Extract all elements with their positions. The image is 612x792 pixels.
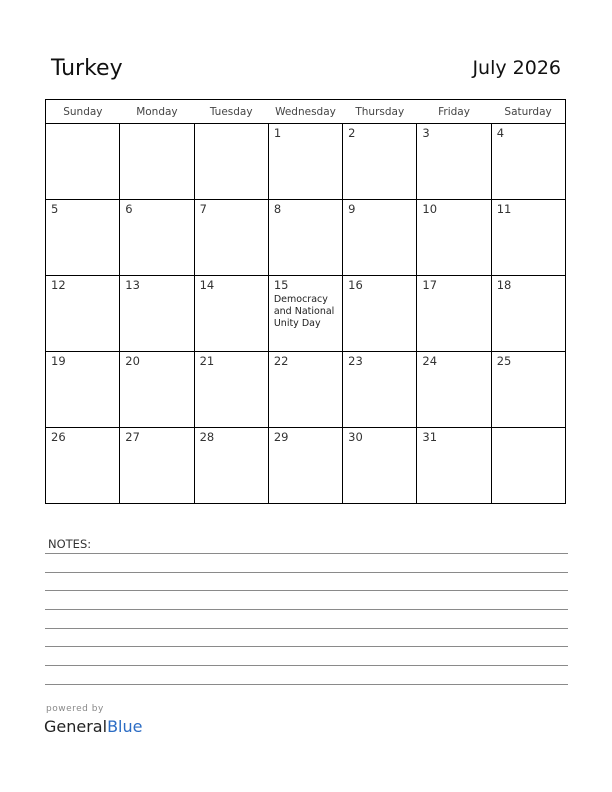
- day-cell: [491, 276, 565, 352]
- day-cell: [417, 200, 491, 276]
- generalblue-logo[interactable]: [44, 717, 142, 736]
- day-cell: [417, 428, 491, 504]
- weekday-header: Friday: [417, 100, 491, 124]
- day-cell: [120, 200, 194, 276]
- day-cell: [120, 276, 194, 352]
- week-row: [46, 428, 566, 504]
- note-line: [45, 665, 568, 666]
- brand-blue: Blue: [107, 717, 143, 736]
- day-number: 22: [273, 354, 289, 368]
- empty-day-cell: [491, 428, 565, 504]
- day-number: 5: [51, 202, 59, 216]
- notes-label: NOTES:: [48, 537, 92, 551]
- day-number: 30: [348, 430, 363, 444]
- weekday-header: Sunday: [46, 100, 120, 124]
- day-number: 3: [422, 126, 430, 140]
- week-row: [46, 124, 566, 200]
- day-cell: [46, 276, 120, 352]
- day-cell: [268, 124, 342, 200]
- day-number: 26: [51, 430, 66, 444]
- day-cell: [120, 428, 194, 504]
- day-number: 8: [273, 202, 282, 216]
- holiday-label: Democracy and National Unity Day: [273, 294, 335, 329]
- day-number: 19: [51, 354, 66, 368]
- day-number: 21: [199, 354, 215, 368]
- day-cell: [491, 352, 565, 428]
- day-cell: [268, 276, 342, 352]
- empty-day-cell: [194, 124, 268, 200]
- note-line: [45, 646, 568, 647]
- day-cell: [194, 428, 268, 504]
- day-cell: [343, 276, 417, 352]
- day-cell: [343, 200, 417, 276]
- day-number: 18: [496, 278, 512, 292]
- weekday-header-row: [46, 100, 566, 124]
- day-cell: [268, 200, 342, 276]
- day-cell: [491, 200, 565, 276]
- day-cell: [194, 352, 268, 428]
- day-number: 25: [496, 354, 512, 368]
- powered-by-text: powered by: [46, 704, 104, 714]
- note-line: [45, 590, 568, 591]
- day-number: 9: [348, 202, 356, 216]
- day-cell: [417, 352, 491, 428]
- day-cell: [46, 428, 120, 504]
- day-cell: [46, 352, 120, 428]
- weekday-header: Monday: [120, 100, 194, 124]
- weekday-header: Thursday: [343, 100, 417, 124]
- day-number: 2: [348, 126, 356, 140]
- day-cell: [491, 124, 565, 200]
- month-title: July 2026: [472, 57, 561, 79]
- day-cell: [417, 276, 491, 352]
- calendar-grid: [45, 99, 566, 504]
- day-number: 1: [273, 126, 282, 140]
- week-row: [46, 276, 566, 352]
- day-number: 7: [199, 202, 207, 216]
- day-number: 31: [422, 430, 438, 444]
- day-cell: [120, 352, 194, 428]
- day-cell: [417, 124, 491, 200]
- day-number: 11: [496, 202, 512, 216]
- day-cell: [46, 200, 120, 276]
- weekday-header: Tuesday: [194, 100, 268, 124]
- day-cell: [268, 352, 342, 428]
- day-number: 17: [422, 278, 438, 292]
- day-number: 24: [422, 354, 438, 368]
- day-number: 29: [273, 430, 289, 444]
- day-cell: [268, 428, 342, 504]
- weekday-header: Wednesday: [268, 100, 342, 124]
- note-line: [45, 572, 568, 573]
- note-line: [45, 553, 568, 554]
- day-number: 14: [199, 278, 215, 292]
- empty-day-cell: [46, 124, 120, 200]
- week-row: [46, 200, 566, 276]
- day-number: 10: [422, 202, 438, 216]
- week-row: [46, 352, 566, 428]
- day-number: 6: [125, 202, 133, 216]
- day-number: 23: [348, 354, 363, 368]
- day-cell: [343, 124, 417, 200]
- note-line: [45, 628, 568, 629]
- note-line: [45, 684, 568, 685]
- day-cell: [343, 352, 417, 428]
- day-cell: [194, 200, 268, 276]
- empty-day-cell: [120, 124, 194, 200]
- day-cell: [194, 276, 268, 352]
- day-cell: [343, 428, 417, 504]
- country-title: Turkey: [51, 56, 123, 81]
- day-number: 20: [125, 354, 140, 368]
- day-number: 27: [125, 430, 140, 444]
- day-number: 12: [51, 278, 66, 292]
- day-number: 15: [273, 278, 289, 292]
- day-number: 16: [348, 278, 363, 292]
- note-line: [45, 609, 568, 610]
- day-number: 28: [199, 430, 215, 444]
- day-number: 4: [496, 126, 505, 140]
- day-number: 13: [125, 278, 140, 292]
- weekday-header: Saturday: [491, 100, 565, 124]
- brand-general: General: [44, 717, 108, 736]
